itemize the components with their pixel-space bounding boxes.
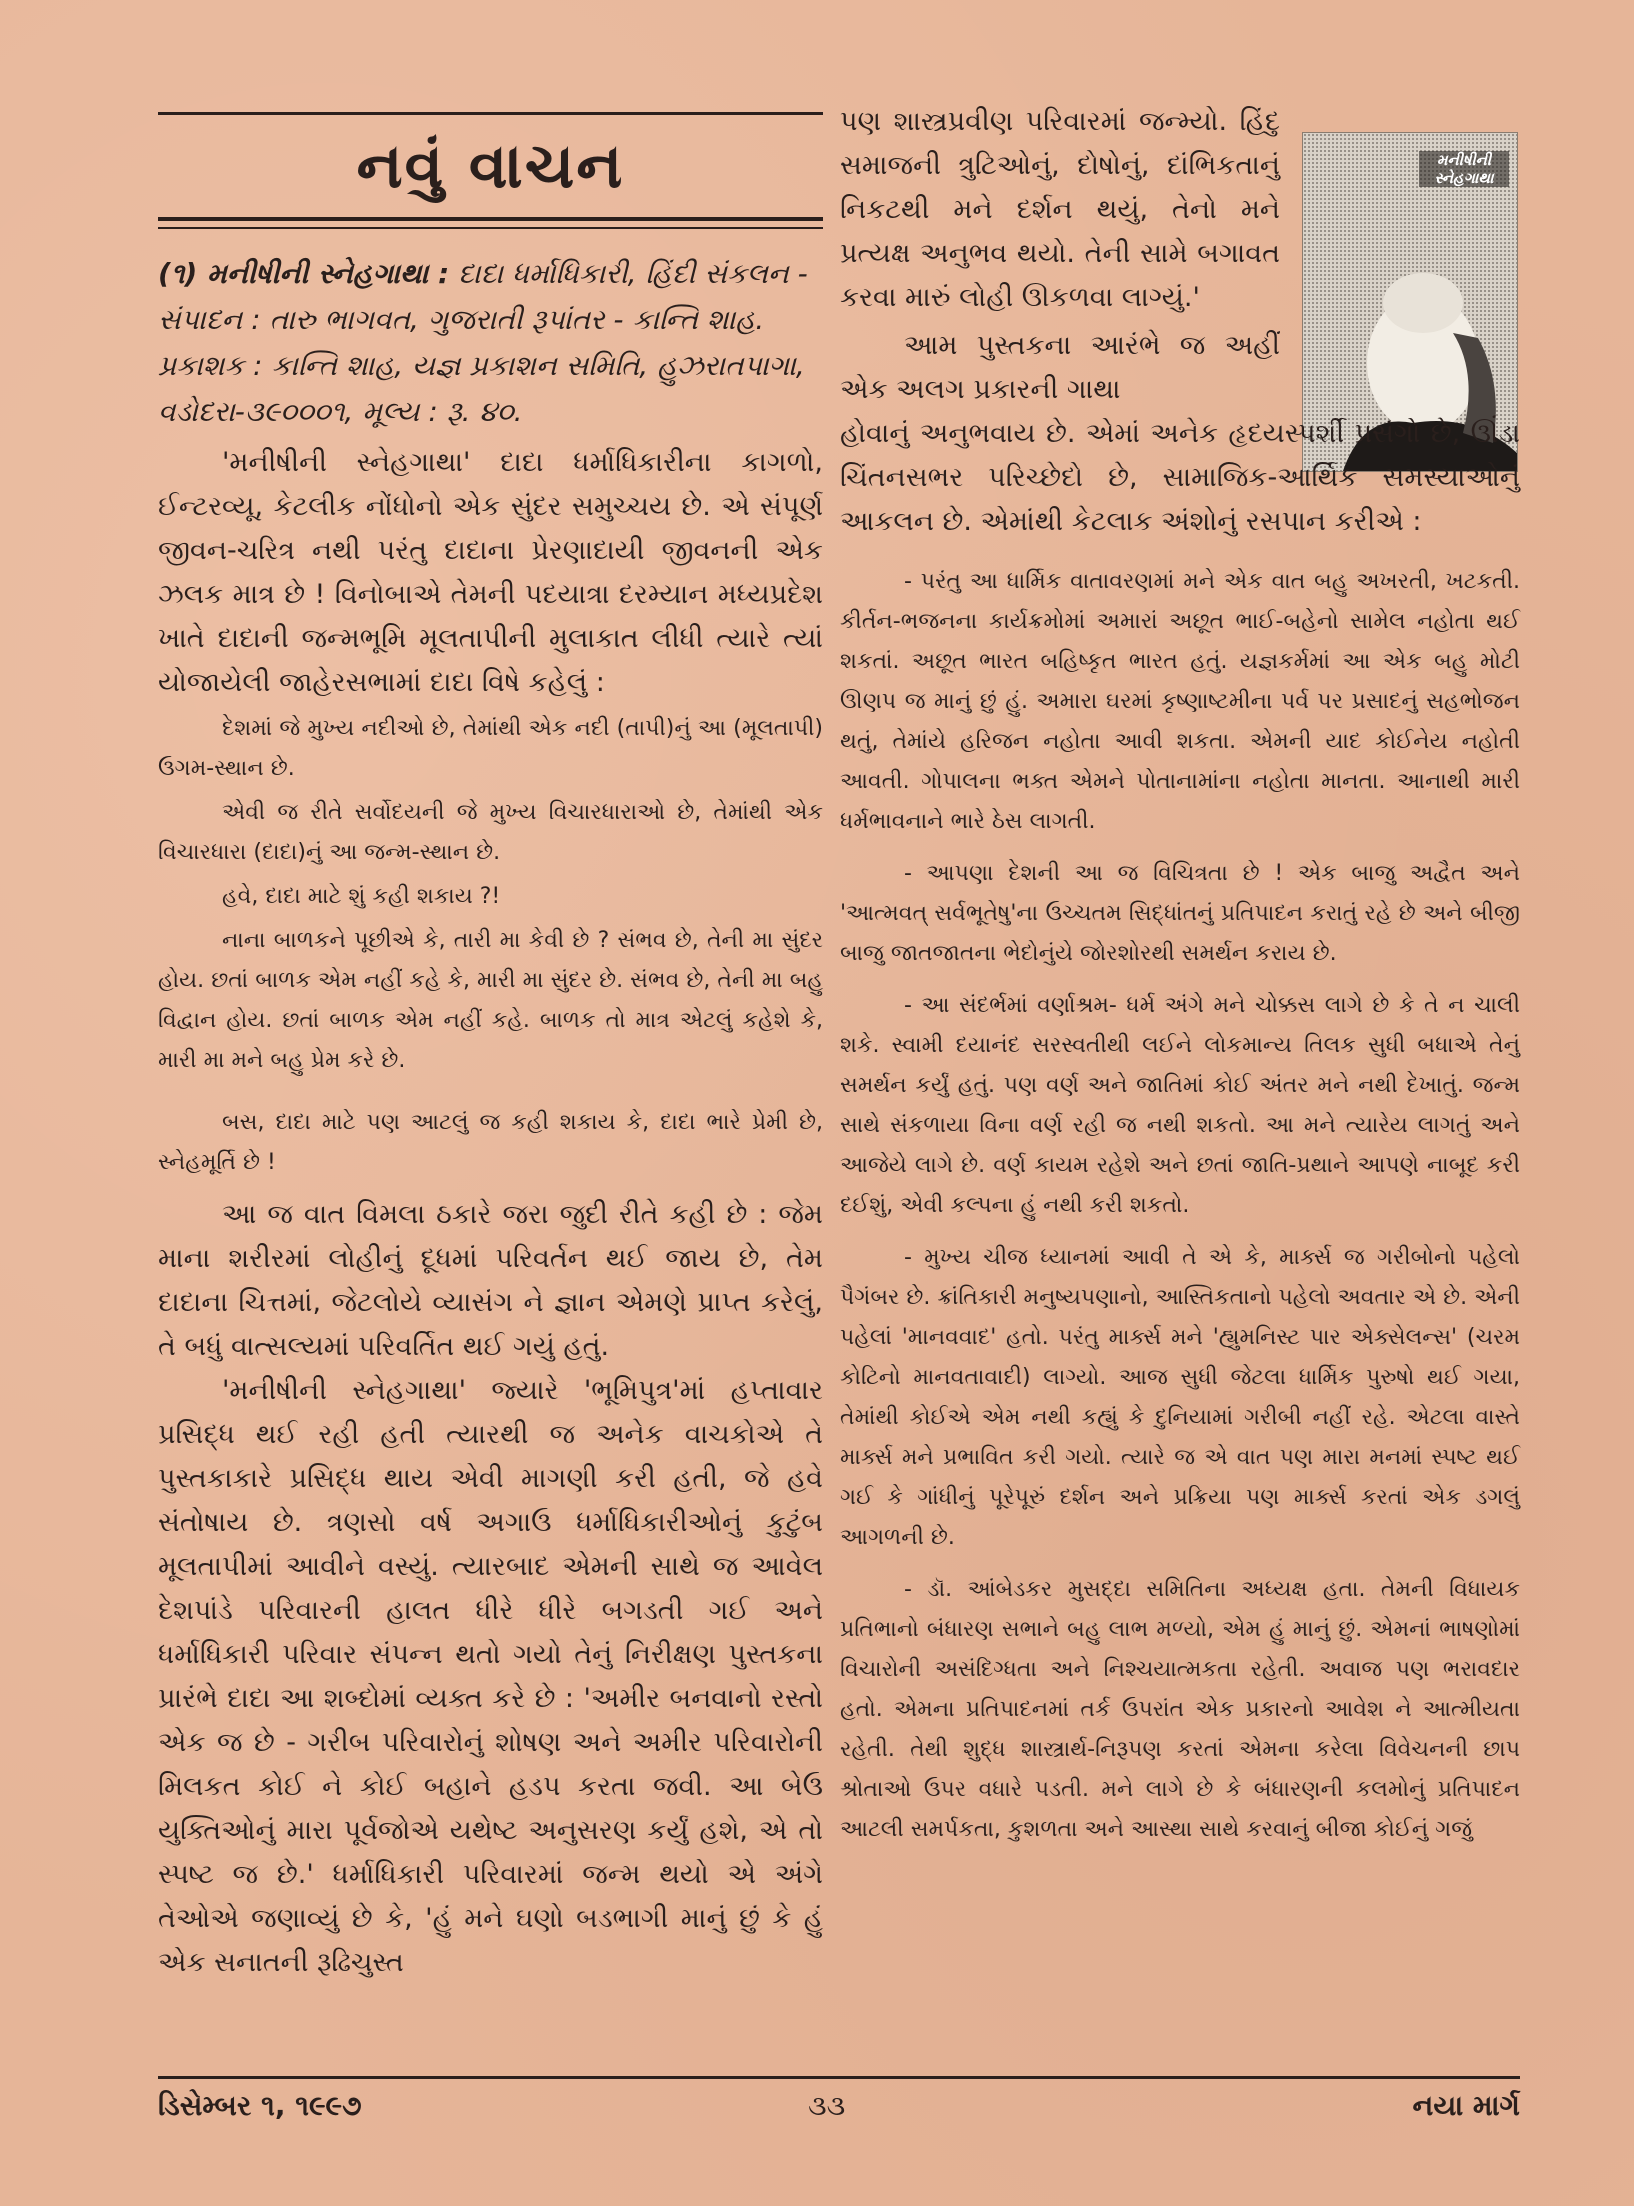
section-title: નવું વાચન <box>356 129 625 202</box>
excerpt-4: - મુખ્ય ચીજ ધ્યાનમાં આવી તે એ કે, માર્ક્સ જ ગરીબોનો પહેલો પૈગંબર છે. ક્રાંતિકારી મનુષ્યપણાનો, આસ્તિકતાનો પહેલો અવતાર એ છે. એની પહેલાં 'માનવવાદ' હતો. પરંતુ માર્ક્સ મને 'હ્યુમનિસ્ટ પાર એક્સેલન્સ' (ચરમ કોટિનો માનવતાવાદી) લાગ્યો. આજ સુધી જેટલા ધાર્મિક પુરુષો થઈ ગયા, તેમાંથી કોઈએ એમ નથી કહ્યું કે દુનિયામાં ગરીબી નહીં રહે. એટલા વાસ્તે માર્ક્સ મને પ્રભાવિત કરી ગયો. ત્યારે જ એ વાત પણ મારા મનમાં સ્પષ્ટ થઈ ગઈ કે ગાંધીનું પૂરેપૂરું દર્શન અને પ્રક્રિયા પણ માર્ક્સ કરતાં એક ડગલું આગળની છે. <box>840 1245 1520 1550</box>
body-paragraph-2: આ જ વાત વિમલા ઠકારે જરા જુદી રીતે કહી છે : જેમ માના શરીરમાં લોહીનું દૂધમાં પરિવર્તન થઈ જાય છે, તેમ દાદાના ચિત્તમાં, જેટલોયે વ્યાસંગ ને જ્ઞાન એમણે પ્રાપ્ત કરેલું, તે બધું વાત્સલ્યમાં પરિવર્તિત થઈ ગયું હતું. <box>158 1199 823 1362</box>
body-paragraph-3: 'મનીષીની સ્નેહગાથા' જ્યારે 'ભૂમિપુત્ર'માં હપ્તાવાર પ્રસિદ્ધ થઈ રહી હતી ત્યારથી જ અનેક વાચકોએ તે પુસ્તકાકારે પ્રસિદ્ધ થાય એવી માગણી કરી હતી, જે હવે સંતોષાય છે. ત્રણસો વર્ષ અગાઉ ધર્માધિકારીઓનું કુટુંબ મૂલતાપીમાં આવીને વસ્યું. ત્યારબાદ એમની સાથે જ આવેલ દેશપાંડે પરિવારની હાલત ધીરે ધીરે બગડતી ગઈ અને ધર્માધિકારી પરિવાર સંપન્ન થતો ગયો તેનું નિરીક્ષણ પુસ્તકના પ્રારંભે દાદા આ શબ્દોમાં વ્યક્ત કરે છે : 'અમીર બનવાનો રસ્તો એક જ છે - ગરીબ પરિવારોનું શોષણ અને અમીર પરિવારોની મિલકત કોઈ ને કોઈ બહાને હડપ કરતા જવી. આ બેઉ યુક્તિઓનું મારા પૂર્વજોએ યથેષ્ટ અનુસરણ કર્યું હશે, એ તો સ્પષ્ટ જ છે.' ધર્માધિકારી પરિવારમાં જન્મ થયો એ અંગે તેઓએ જણાવ્યું છે કે, 'હું મને ઘણો બડભાગી માનું છું કે હું એક સનાતની રૂઢિચુસ્ત <box>158 1375 823 1978</box>
book-bibliography <box>158 251 823 435</box>
book-title: (૧) મનીષીની સ્નેહગાથા : <box>158 257 450 290</box>
book-cover-caption: મનીષીની સ્નેહગાથા <box>1419 151 1509 187</box>
excerpt-2: - આપણા દેશની આ જ વિચિત્રતા છે ! એક બાજુ અદ્વૈત અને 'આત્મવત્ સર્વભૂતેષુ'ના ઉચ્ચતમ સિદ્ધાંતનું પ્રતિપાદન કરાતું રહે છે અને બીજી બાજુ જાતજાતના ભેદોનુંયે જોરશોરથી સમર્થન કરાય છે. <box>840 861 1520 966</box>
quote-paragraph-4: નાના બાળકને પૂછીએ કે, તારી મા કેવી છે ? સંભવ છે, તેની મા સુંદર હોય. છતાં બાળક એમ નહીં કહે કે, મારી મા સુંદર છે. સંભવ છે, તેની મા બહુ વિદ્વાન હોય. છતાં બાળક એમ નહીં કહે. બાળક તો માત્ર એટલું કહેશે કે, મારી મા મને બહુ પ્રેમ કરે છે. <box>158 928 823 1073</box>
quote-paragraph-2: એવી જ રીતે સર્વોદયની જે મુખ્ય વિચારધારાઓ છે, તેમાંથી એક વિચારધારા (દાદા)નું આ જન્મ-સ્થાન છે. <box>158 800 823 865</box>
intro-paragraph: 'મનીષીની સ્નેહગાથા' દાદા ધર્માધિકારીના કાગળો, ઈન્ટરવ્યૂ, કેટલીક નોંધોનો એક સુંદર સમુચ્ચય છે. એ સંપૂર્ણ જીવન-ચરિત્ર નથી પરંતુ દાદાના પ્રેરણાદાયી જીવનની એક ઝલક માત્ર છે ! વિનોબાએ તેમની પદયાત્રા દરમ્યાન મધ્યપ્રદેશ ખાતે દાદાની જન્મભૂમિ મૂલતાપીની મુલાકાત લીધી ત્યારે ત્યાં યોજાયેલી જાહેરસભામાં દાદા વિષે કહેલું : <box>158 447 823 698</box>
right-paragraph-1: પણ શાસ્ત્રપ્રવીણ પરિવારમાં જન્મ્યો. હિંદુ સમાજની ત્રુટિઓનું, દોષોનું, દાંભિકતાનું નિકટથી મને દર્શન થયું, તેનો મને પ્રત્યક્ષ અનુભવ થયો. તેની સામે બગાવત કરવા મારું લોહી ઊકળવા લાગ્યું.' <box>840 106 1280 313</box>
quote-paragraph-5: બસ, દાદા માટે પણ આટલું જ કહી શકાય કે, દાદા ભારે પ્રેમી છે, સ્નેહમૂર્તિ છે ! <box>158 1110 823 1175</box>
right-column <box>840 100 1520 1850</box>
header-rule <box>158 112 823 115</box>
excerpt-3: - આ સંદર્ભમાં વર્ણાશ્રમ- ધર્મ અંગે મને ચોક્કસ લાગે છે કે તે ન ચાલી શકે. સ્વામી દયાનંદ સરસ્વતીથી લઈને લોકમાન્ય તિલક સુધી બધાએ તેનું સમર્થન કર્યું હતું. પણ વર્ણ અને જાતિમાં કોઈ અંતર મને નથી દેખાતું. જન્મ સાથે સંકળાયા વિના વર્ણ રહી જ નથી શકતો. આ મને ત્યારેય લાગતું અને આજેયે લાગે છે. વર્ણ કાયમ રહેશે અને છતાં જાતિ-પ્રથાને આપણે નાબૂદ કરી દઈશું, એવી કલ્પના હું નથી કરી શકતો. <box>840 993 1520 1218</box>
title-rule <box>158 217 823 229</box>
page-footer <box>158 2076 1520 2139</box>
left-column <box>158 100 823 1985</box>
quote-paragraph-3: હવે, દાદા માટે શું કહી શકાય ?! <box>222 884 501 909</box>
magazine-name: નયા માર્ગ <box>1412 2089 1520 2122</box>
right-paragraph-2a: આમ પુસ્તકના આરંભે જ અહીં એક અલગ પ્રકારની ગાથા <box>840 330 1280 405</box>
issue-date: ડિસેમ્બર ૧, ૧૯૯૭ <box>158 2089 362 2122</box>
page-number: ૩૩ <box>808 2089 846 2122</box>
quote-paragraph-1: દેશમાં જે મુખ્ય નદીઓ છે, તેમાંથી એક નદી (તાપી)નું આ (મૂલતાપી) ઉગમ-સ્થાન છે. <box>158 716 823 781</box>
right-paragraph-2b: હોવાનું અનુભવાય છે. એમાં અનેક હૃદયસ્પર્શી પ્રસંગો છે, ઊંડા ચિંતનસભર પરિચ્છેદો છે, સામાજિક-આર્થિક સમસ્યાઓનું આકલન છે. એમાંથી કેટલાક અંશોનું રસપાન કરીએ : <box>840 418 1520 537</box>
excerpt-5: - ડૉ. આંબેડકર મુસદ્દા સમિતિના અધ્યક્ષ હતા. તેમની વિધાયક પ્રતિભાનો બંધારણ સભાને બહુ લાભ મળ્યો, એમ હું માનું છું. એમનાં ભાષણોમાં વિચારોની અસંદિગ્ધતા અને નિશ્ચયાત્મકતા રહેતી. અવાજ પણ ભરાવદાર હતો. એમના પ્રતિપાદનમાં તર્ક ઉપરાંત એક પ્રકારનો આવેશ ને આત્મીયતા રહેતી. તેથી શુદ્ધ શાસ્ત્રાર્થ-નિરૂપણ કરતાં એમના કરેલા વિવેચનની છાપ શ્રોતાઓ ઉપર વધારે પડતી. મને લાગે છે કે બંધારણની કલમોનું પ્રતિપાદન આટલી સમર્પકતા, કુશળતા અને આસ્થા સાથે કરવાનું બીજા કોઈનું ગજું <box>840 1577 1520 1842</box>
excerpt-1: - પરંતુ આ ધાર્મિક વાતાવરણમાં મને એક વાત બહુ અખરતી, ખટકતી. કીર્તન-ભજનના કાર્યક્રમોમાં અમારાં અછૂત ભાઈ-બહેનો સામેલ નહોતા થઈ શકતાં. અછૂત ભારત બહિષ્કૃત ભારત હતું. યજ્ઞકર્મમાં આ એક બહુ મોટી ઊણપ જ માનું છું હું. અમારા ઘરમાં કૃષ્ણાષ્ટમીના પર્વ પર પ્રસાદનું સહભોજન થતું, તેમાંયે હરિજન નહોતા આવી શકતા. એમની યાદ કોઈનેય નહોતી આવતી. ગોપાલના ભક્ત એમને પોતાનામાંના નહોતા માનતા. આનાથી મારી ધર્મભાવનાને ભારે ઠેસ લાગતી. <box>840 569 1520 834</box>
book-details: દાદા ધર્માધિકારી, હિંદી સંકલન - સંપાદન : તારુ ભાગવત, ગુજરાતી રૂપાંતર - કાન્તિ શાહ. પ્રકાશક : કાન્તિ શાહ, યજ્ઞ પ્રકાશન સમિતિ, હુઝરાતપાગા, વડોદરા-૩૯૦૦૦૧, મૂલ્ય : રૂ. ૪૦. <box>158 257 808 428</box>
